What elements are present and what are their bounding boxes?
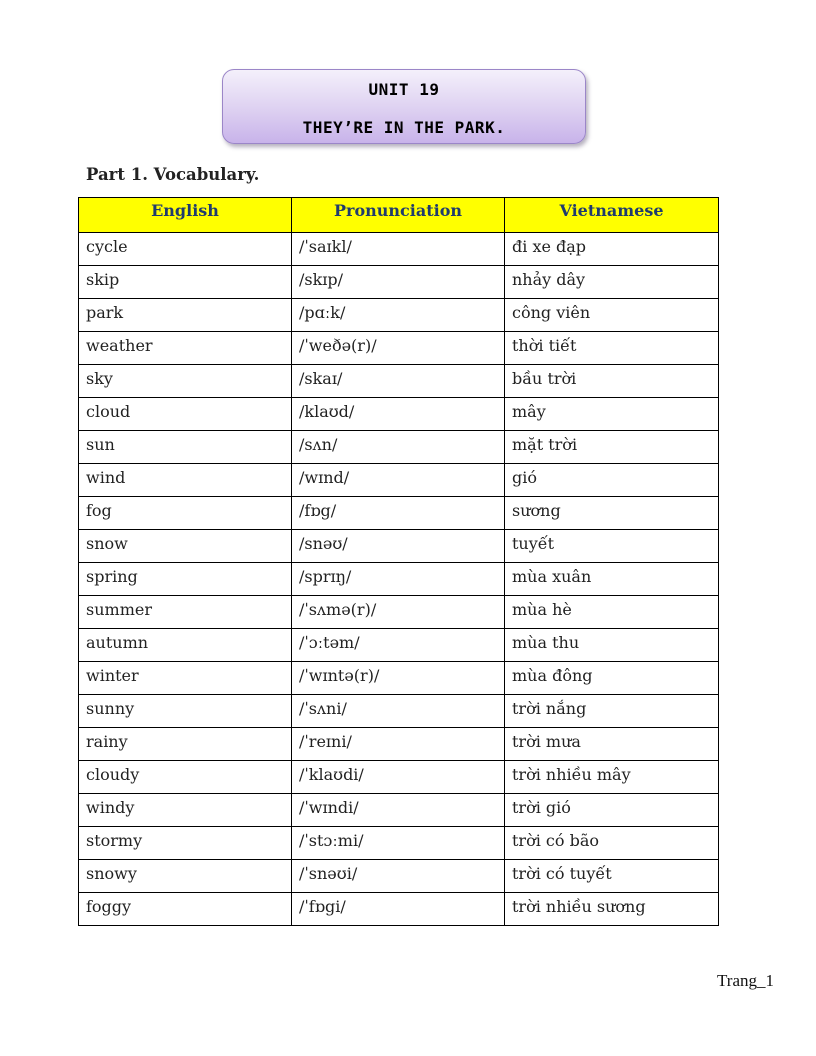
vietnamese-meaning: tuyết [505,530,719,563]
vietnamese-meaning: trời có bão [505,827,719,860]
vietnamese-meaning: mây [505,398,719,431]
table-row [79,629,719,662]
table-row [79,332,719,365]
header-english: English [79,198,292,233]
english-word: rainy [79,728,292,761]
english-word: windy [79,794,292,827]
pronunciation: /fɒg/ [292,497,505,530]
english-word: summer [79,596,292,629]
pronunciation: /ˈsʌmə(r)/ [292,596,505,629]
pronunciation: /ˈsnəʊi/ [292,860,505,893]
table-row [79,563,719,596]
unit-title-box [222,69,586,144]
pronunciation: /snəʊ/ [292,530,505,563]
vietnamese-meaning: trời có tuyết [505,860,719,893]
pronunciation: /ˈstɔːmi/ [292,827,505,860]
vietnamese-meaning: nhảy dây [505,266,719,299]
pronunciation: /ˈsʌni/ [292,695,505,728]
vietnamese-meaning: mặt trời [505,431,719,464]
unit-number: UNIT 19 [368,80,440,99]
pronunciation: /pɑːk/ [292,299,505,332]
table-header-row [79,198,719,233]
vietnamese-meaning: trời nắng [505,695,719,728]
table-row [79,530,719,563]
pronunciation: /ˈɔːtəm/ [292,629,505,662]
vietnamese-meaning: công viên [505,299,719,332]
english-word: sun [79,431,292,464]
table-row [79,497,719,530]
english-word: autumn [79,629,292,662]
vietnamese-meaning: đi xe đạp [505,233,719,266]
english-word: sunny [79,695,292,728]
pronunciation: /ˈwɪntə(r)/ [292,662,505,695]
english-word: snow [79,530,292,563]
vietnamese-meaning: trời gió [505,794,719,827]
table-row [79,728,719,761]
unit-title: THEY’RE IN THE PARK. [302,118,506,137]
english-word: winter [79,662,292,695]
english-word: foggy [79,893,292,926]
vocabulary-table-body [79,233,719,926]
vietnamese-meaning: mùa hè [505,596,719,629]
pronunciation: /ˈsaɪkl/ [292,233,505,266]
vietnamese-meaning: thời tiết [505,332,719,365]
pronunciation: /sprɪŋ/ [292,563,505,596]
table-row [79,365,719,398]
pronunciation: /ˈreɪni/ [292,728,505,761]
pronunciation: /wɪnd/ [292,464,505,497]
english-word: spring [79,563,292,596]
vietnamese-meaning: bầu trời [505,365,719,398]
english-word: cloudy [79,761,292,794]
vietnamese-meaning: trời nhiều sương [505,893,719,926]
header-pronunciation: Pronunciation [292,198,505,233]
table-row [79,233,719,266]
vietnamese-meaning: trời nhiều mây [505,761,719,794]
table-row [79,893,719,926]
table-row [79,695,719,728]
pronunciation: /skaɪ/ [292,365,505,398]
table-row [79,266,719,299]
page-number: Trang_1 [717,971,774,990]
pronunciation: /skɪp/ [292,266,505,299]
header-vietnamese: Vietnamese [505,198,719,233]
pronunciation: /klaʊd/ [292,398,505,431]
table-row [79,827,719,860]
english-word: sky [79,365,292,398]
english-word: stormy [79,827,292,860]
table-row [79,431,719,464]
vietnamese-meaning: mùa thu [505,629,719,662]
english-word: weather [79,332,292,365]
table-row [79,464,719,497]
english-word: skip [79,266,292,299]
table-row [79,662,719,695]
table-row [79,761,719,794]
vietnamese-meaning: sương [505,497,719,530]
pronunciation: /sʌn/ [292,431,505,464]
pronunciation: /ˈwɪndi/ [292,794,505,827]
english-word: wind [79,464,292,497]
english-word: park [79,299,292,332]
vietnamese-meaning: mùa xuân [505,563,719,596]
table-row [79,398,719,431]
english-word: cycle [79,233,292,266]
vietnamese-meaning: trời mưa [505,728,719,761]
section-heading: Part 1. Vocabulary. [86,165,260,184]
english-word: cloud [79,398,292,431]
english-word: snowy [79,860,292,893]
english-word: fog [79,497,292,530]
vietnamese-meaning: mùa đông [505,662,719,695]
table-row [79,860,719,893]
table-row [79,794,719,827]
vocabulary-table [78,197,719,926]
pronunciation: /ˈklaʊdi/ [292,761,505,794]
pronunciation: /ˈweðə(r)/ [292,332,505,365]
table-row [79,299,719,332]
table-row [79,596,719,629]
vietnamese-meaning: gió [505,464,719,497]
pronunciation: /ˈfɒgi/ [292,893,505,926]
